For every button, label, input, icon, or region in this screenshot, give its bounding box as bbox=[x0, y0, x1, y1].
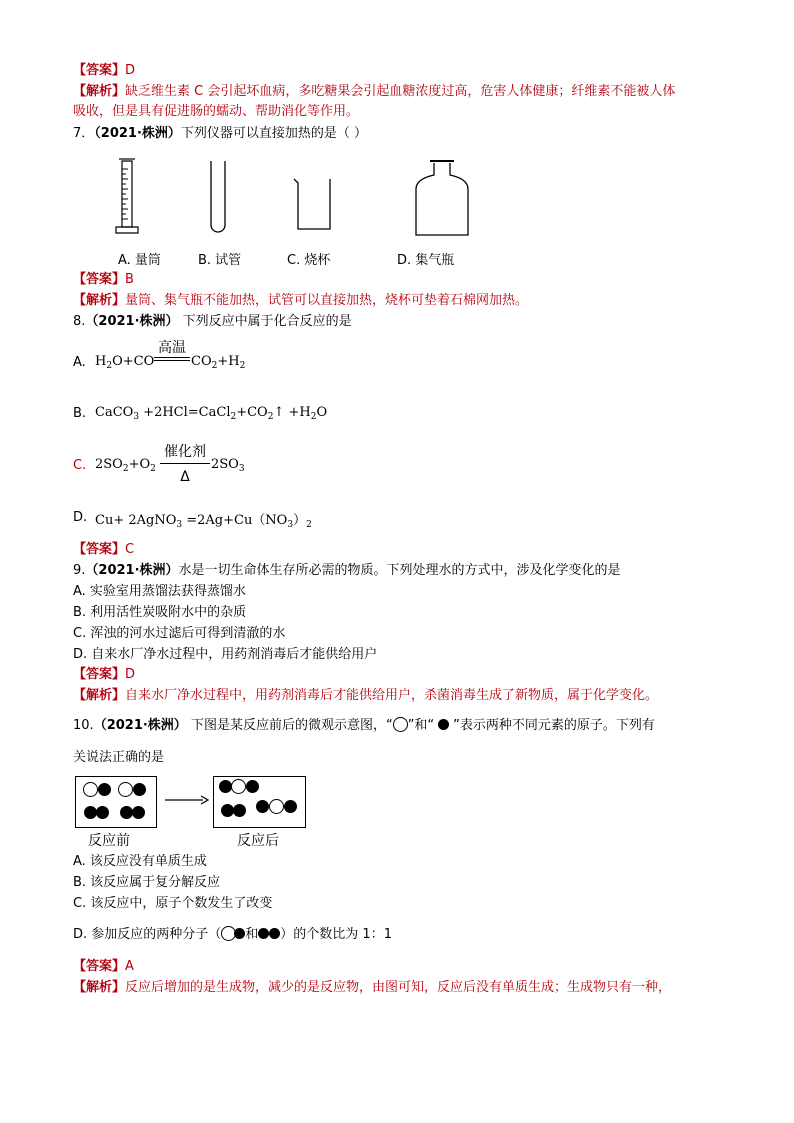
arrow-icon bbox=[165, 794, 209, 806]
question-number: 10. bbox=[73, 718, 94, 733]
q8-option-b-label: B. bbox=[73, 406, 87, 421]
reaction-bar bbox=[160, 463, 210, 464]
black-atom bbox=[98, 783, 111, 796]
q8-option-a-label: A. bbox=[73, 355, 86, 370]
q7-analysis bbox=[73, 291, 528, 311]
black-atom bbox=[284, 800, 297, 813]
caption-before: 反应前 bbox=[88, 833, 130, 849]
q7-answer bbox=[73, 270, 134, 290]
question-source: （2021·株洲） bbox=[85, 314, 179, 329]
q9-option-b: B. 利用活性炭吸附水中的杂质 bbox=[73, 605, 247, 620]
q8-option-a-condition: 高温 bbox=[158, 340, 186, 356]
q6-answer bbox=[73, 61, 135, 81]
q8-stem bbox=[73, 312, 352, 332]
q10-option-d bbox=[73, 925, 392, 945]
white-atom bbox=[118, 782, 133, 797]
black-atom bbox=[246, 780, 259, 793]
q9-option-d: D. 自来水厂净水过程中，用药剂消毒后才能供给用户 bbox=[73, 647, 378, 662]
q10-analysis bbox=[73, 978, 671, 998]
question-text: 下列反应中属于化合反应的是 bbox=[178, 314, 352, 329]
analysis-tag: 【解析】 bbox=[73, 980, 126, 995]
q9-analysis bbox=[73, 686, 658, 706]
q8-option-d-label: D. bbox=[73, 510, 88, 525]
question-text: 下图是某反应前后的微观示意图，“ bbox=[186, 718, 393, 733]
question-text: ”表示两种不同元素的原子。下列有 bbox=[453, 718, 655, 733]
black-atom-icon bbox=[258, 928, 269, 939]
answer-tag: 【答案】 bbox=[73, 542, 126, 557]
q8-option-c-condition-bottom: Δ bbox=[180, 469, 190, 485]
analysis-tag: 【解析】 bbox=[73, 84, 126, 99]
q8-option-c-condition-top: 催化剂 bbox=[164, 444, 206, 460]
black-atom bbox=[96, 806, 109, 819]
q7-option-d: D. 集气瓶 bbox=[397, 253, 455, 268]
question-text: 水是一切生命体生存所必需的物质。下列处理水的方式中，涉及化学变化的是 bbox=[178, 563, 621, 578]
analysis-text: 量筒、集气瓶不能加热，试管可以直接加热，烧杯可垫着石棉网加热。 bbox=[125, 293, 529, 308]
white-atom bbox=[83, 782, 98, 797]
black-atom-icon bbox=[269, 928, 280, 939]
measuring-cylinder-icon bbox=[116, 159, 138, 233]
answer-tag: 【答案】 bbox=[73, 667, 126, 682]
white-atom bbox=[231, 779, 246, 794]
q9-option-a: A. 实验室用蒸馏法获得蒸馏水 bbox=[73, 584, 246, 599]
q7-apparatus-figure bbox=[100, 155, 480, 245]
black-atom-icon bbox=[234, 928, 245, 939]
q7-option-c: C. 烧杯 bbox=[287, 253, 331, 268]
q9-stem bbox=[73, 561, 621, 581]
q8-option-b-equation: CaCO$_3$ $+2HCl=CaCl_2+CO_2↑ +H_2O$ bbox=[95, 405, 328, 422]
answer-tag: 【答案】 bbox=[73, 272, 126, 287]
option-text: ）的个数比为 1：1 bbox=[280, 927, 392, 942]
q8-option-c-label: C. bbox=[73, 458, 87, 473]
analysis-text: 自来水厂净水过程中，用药剂消毒后才能供给用户，杀菌消毒生成了新物质，属于化学变化。 bbox=[125, 688, 659, 703]
answer-value: D bbox=[125, 63, 136, 78]
q10-stem bbox=[73, 716, 655, 736]
q7-option-a: A. 量筒 bbox=[118, 253, 161, 268]
q10-option-a: A. 该反应没有单质生成 bbox=[73, 854, 207, 869]
question-text: 下列仪器可以直接加热的是（ ） bbox=[180, 126, 368, 141]
q8-answer bbox=[73, 540, 134, 560]
analysis-text: 反应后增加的是生成物，减少的是反应物，由图可知，反应后没有单质生成；生成物只有一种， bbox=[125, 980, 672, 995]
q6-analysis-cont: 吸收，但是具有促进肠的蠕动、帮助消化等作用。 bbox=[73, 104, 360, 119]
q10-option-c: C. 该反应中，原子个数发生了改变 bbox=[73, 896, 273, 911]
question-text: ”和“ bbox=[407, 718, 435, 733]
answer-value: C bbox=[125, 542, 135, 557]
question-number: 8. bbox=[73, 314, 86, 329]
answer-tag: 【答案】 bbox=[73, 63, 126, 78]
white-atom-icon bbox=[393, 717, 408, 732]
equals-sign bbox=[154, 360, 190, 361]
question-number: 9. bbox=[73, 563, 86, 578]
equals-sign bbox=[154, 357, 190, 358]
black-atom-icon bbox=[438, 719, 449, 730]
question-source: （2021·株洲） bbox=[94, 126, 181, 141]
black-atom bbox=[132, 806, 145, 819]
analysis-tag: 【解析】 bbox=[73, 688, 126, 703]
q10-stem-cont: 关说法正确的是 bbox=[73, 750, 165, 765]
q9-option-c: C. 浑浊的河水过滤后可得到清澈的水 bbox=[73, 626, 286, 641]
option-text: D. 参加反应的两种分子（ bbox=[73, 927, 222, 942]
q8-option-d-equation: Cu+ 2AgNO$_3$ $=2Ag+Cu(NO_3)_2$ bbox=[95, 513, 312, 530]
q9-answer bbox=[73, 665, 135, 685]
q8-option-c-left: $2SO_2+O_2$ bbox=[95, 457, 156, 474]
analysis-tag: 【解析】 bbox=[73, 293, 126, 308]
test-tube-icon bbox=[211, 161, 225, 232]
q7-stem bbox=[73, 124, 367, 144]
black-atom bbox=[133, 783, 146, 796]
question-number: 7． bbox=[73, 126, 95, 141]
black-atom bbox=[256, 800, 269, 813]
q8-option-c-right: $2SO_3$ bbox=[211, 457, 245, 474]
analysis-text: 缺乏维生素 C 会引起坏血病，多吃糖果会引起血糖浓度过高，危害人体健康；纤维素不能被人体 bbox=[125, 84, 676, 99]
question-source: （2021·株洲） bbox=[85, 563, 179, 578]
q10-option-b: B. 该反应属于复分解反应 bbox=[73, 875, 221, 890]
q8-option-a-left: $H_2O+CO$ bbox=[95, 354, 155, 371]
answer-tag: 【答案】 bbox=[73, 959, 126, 974]
caption-after: 反应后 bbox=[237, 833, 279, 849]
answer-value: B bbox=[125, 272, 134, 287]
q6-analysis bbox=[73, 82, 675, 102]
q10-answer bbox=[73, 957, 134, 977]
beaker-icon bbox=[294, 179, 330, 229]
q8-option-a-right: $CO_2+H_2$ bbox=[191, 354, 246, 371]
white-atom bbox=[269, 799, 284, 814]
answer-value: A bbox=[125, 959, 134, 974]
question-source: （2021·株洲） bbox=[93, 718, 187, 733]
black-atom bbox=[233, 804, 246, 817]
gas-bottle-icon bbox=[416, 161, 468, 235]
answer-value: D bbox=[125, 667, 136, 682]
option-text: 和 bbox=[245, 927, 259, 942]
q7-option-b: B. 试管 bbox=[198, 253, 242, 268]
